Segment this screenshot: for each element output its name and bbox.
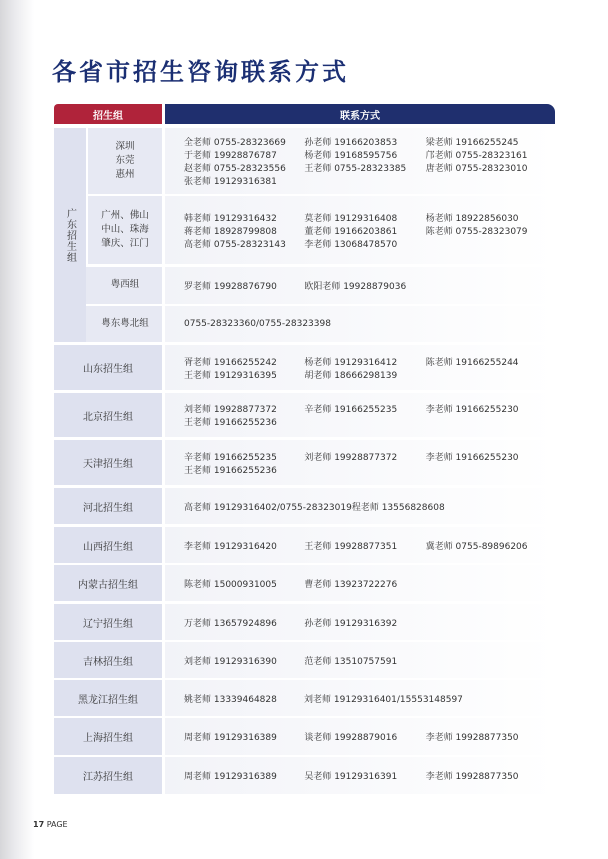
contact-entry: 刘老师 19129316390 [184,656,277,667]
contact-cell [165,527,555,563]
page-label: PAGE [46,820,68,829]
guangdong-subgroup-label [88,128,162,194]
contact-entry: 赵老师 0755-28323556 [184,164,286,174]
contact-entry: 胥老师 19166255242 [184,357,277,368]
contact-entry: 高老师 0755-28323143 [184,239,286,250]
guangdong-subgroup-label [88,196,162,264]
contact-cell [165,565,555,601]
contact-entry: 谈老师 19928879016 [304,733,398,743]
contact-entry: 陈老师 0755-28323079 [425,226,528,237]
group-name: 上海招生组 [54,718,162,755]
contact-entry: 王老师 19129316395 [184,370,277,381]
contact-entry: 杨老师 18922856030 [425,213,519,224]
contact-entry: 张老师 19129316381 [184,177,277,187]
contact-line [184,730,555,743]
contact-entry: 王老师 19166255236 [184,418,277,428]
group-name: 天津招生组 [54,440,162,485]
contact-entry: 范老师 13510757591 [304,656,398,667]
contact-entry: 曹老师 13923722276 [304,579,398,590]
contact-line [184,402,555,415]
contact-entry: 李老师 19166255230 [425,405,519,415]
contact-entry: 0755-28323360/0755-28323398 [184,319,331,329]
subgroup-name: 粤西组 [110,279,140,291]
group-name: 辽宁招生组 [54,604,162,640]
contact-entry: 莫老师 19129316408 [304,213,398,224]
contact-cell [165,757,555,794]
header-contact: 联系方式 [165,104,555,124]
group-name: 山东招生组 [54,345,162,390]
subgroup-name: 深圳 东莞 惠州 [115,140,135,181]
group-name: 黑龙江招生组 [54,680,162,716]
page-title: 各省市招生咨询联系方式 [52,58,349,86]
contact-cell [165,440,555,485]
group-name: 江苏招生组 [54,757,162,794]
group-name: 吉林招生组 [54,642,162,678]
contact-line [184,148,555,161]
contact-entry: 唐老师 0755-28323010 [425,164,528,174]
guangdong-group-text: 广东招生组 [64,207,76,263]
contact-cell [165,604,555,640]
contact-entry: 周老师 19129316389 [184,733,277,743]
contact-entry: 刘老师 19129316401/15553148597 [304,694,463,705]
contact-cell [165,393,555,437]
contact-entry: 冀老师 0755-89896206 [425,541,528,552]
contact-entry: 杨老师 19129316412 [304,357,398,368]
contact-entry: 王老师 0755-28323385 [304,164,407,174]
contact-entry: 程老师 13556828608 [351,502,445,513]
header-group: 招生组 [54,104,162,124]
contact-line [184,577,555,590]
subgroup-name: 粤东粤北组 [101,317,149,329]
contact-entry: 胡老师 18666298139 [304,370,398,381]
contact-entry: 罗老师 19928876790 [184,282,277,292]
contact-entry: 李老师 19129316420 [184,541,277,552]
contact-entry: 董老师 19166203861 [304,226,398,237]
contact-entry: 全老师 0755-28323669 [184,138,286,148]
contact-line [184,135,555,148]
contact-entry: 刘老师 19928877372 [184,405,277,415]
contact-cell [165,345,555,390]
contact-line [184,279,555,292]
contact-line [184,211,555,224]
contact-entry: 刘老师 19928877372 [304,452,398,463]
group-name: 山西招生组 [54,527,162,563]
contact-cell [165,488,555,524]
contact-entry: 邝老师 0755-28323161 [425,151,528,161]
contact-cell [165,680,555,716]
contact-line [184,161,555,174]
contact-line [184,692,555,705]
contact-cell [165,267,555,304]
contact-entry: 孙老师 19129316392 [304,618,398,629]
contact-line [184,450,555,463]
contact-entry: 蒋老师 18928799808 [184,226,277,237]
contact-entry: 陈老师 19166255244 [425,357,519,368]
contact-entry: 高老师 19129316402/0755-28323019 [184,502,352,513]
contact-cell [165,196,555,264]
contact-line [184,415,555,428]
contact-line [184,368,555,381]
guangdong-group-label [54,128,86,342]
contact-line [184,174,555,187]
contact-entry: 李老师 13068478570 [304,239,398,250]
contact-entry: 于老师 19928876787 [184,151,277,161]
contact-entry: 陈老师 15000931005 [184,579,277,590]
contact-entry: 杨老师 19168595756 [304,151,398,161]
contact-entry: 辛老师 19166255235 [304,405,398,415]
contact-entry: 王老师 19928877351 [304,541,398,552]
contact-entry: 姚老师 13339464828 [184,694,277,705]
contact-line [184,463,555,476]
subgroup-name: 广州、佛山 中山、珠海 肇庆、江门 [101,209,149,250]
contact-entry: 辛老师 19166255235 [184,452,277,463]
contact-line [184,654,555,667]
contact-cell [165,718,555,755]
contact-entry: 欧阳老师 19928879036 [304,282,407,292]
group-name: 北京招生组 [54,393,162,437]
contact-line [184,500,555,513]
contact-line [184,616,555,629]
contact-entry: 韩老师 19129316432 [184,213,277,224]
contact-entry: 李老师 19166255230 [425,452,519,463]
contact-line [184,237,555,250]
contact-line [184,769,555,782]
contact-entry: 李老师 19928877350 [425,733,519,743]
contact-entry: 周老师 19129316389 [184,772,277,782]
contact-cell [165,128,555,194]
contact-entry: 孙老师 19166203853 [304,138,398,148]
page-number: 17 [33,820,45,829]
contact-line [184,355,555,368]
page-footer [33,820,68,829]
contact-line [184,539,555,552]
contact-entry: 万老师 13657924896 [184,618,277,629]
page-gutter-shadow [0,0,34,859]
group-name: 内蒙古招生组 [54,565,162,601]
contact-cell [165,642,555,678]
contact-entry: 梁老师 19166255245 [425,138,519,148]
contact-entry: 吴老师 19129316391 [304,772,398,782]
contact-cell [165,306,555,342]
contact-line [184,224,555,237]
contact-entry: 王老师 19166255236 [184,465,277,476]
contact-entry: 李老师 19928877350 [425,772,519,782]
group-name: 河北招生组 [54,488,162,524]
contact-line [184,318,555,331]
